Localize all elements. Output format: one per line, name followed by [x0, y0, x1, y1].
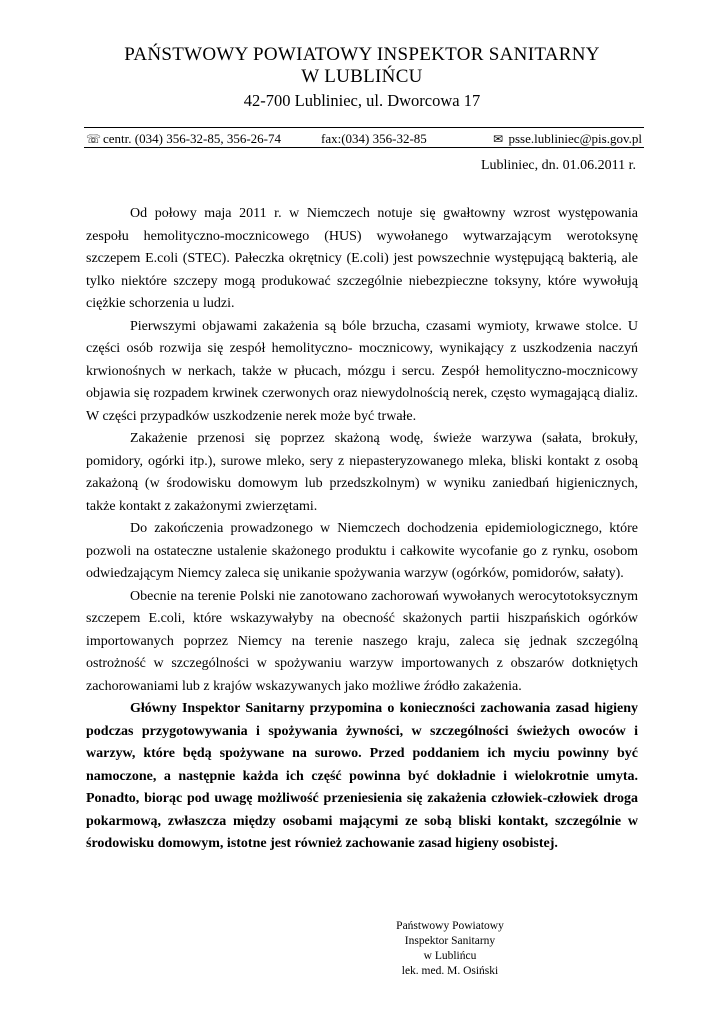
signature-line4: lek. med. M. Osiński	[401, 965, 499, 977]
contact-bottom-rule	[84, 147, 644, 148]
paragraph-4: Do zakończenia prowadzonego w Niemczech dochodzenia epidemiologicznego, które pozwoli na ostateczne ustalenie skażonego produktu i całkowite wycofanie go z rynku, osobom odwiedzającym Niemcy zaleca się unikanie spożywania warzyw (ogórków, pomidorów, sałaty).	[86, 521, 638, 581]
signature-line3: w Lublińcu	[423, 950, 477, 962]
letterhead-title-line1: PAŃSTWOWY POWIATOWY INSPEKTOR SANITARNY	[124, 44, 600, 65]
paragraph-3: Zakażenie przenosi się poprzez skażoną wodę, świeże warzywa (sałata, brokuły, pomidory, ogórki itp.), surowe mleko, sery z niepasteryzowanego mleka, bliski kontakt z osobą zakażoną (w środowisku domowym lub przedszkolnym) w wyniku zaniedbań higienicznych, także kontakt z zakażonymi zwierzętami.	[86, 431, 638, 514]
signature-line1: Państwowy Powiatowy	[396, 920, 504, 932]
contact-email-text: psse.lubliniec@pis.gov.pl	[508, 131, 642, 146]
signature-block	[350, 919, 550, 979]
envelope-icon: ✉	[493, 132, 504, 146]
letterhead-title-line2: W LUBLIŃCU	[301, 66, 423, 87]
letterhead-address: 42-700 Lubliniec, ul. Dworcowa 17	[243, 91, 481, 110]
paragraph-6-bold: Główny Inspektor Sanitarny przypomina o konieczności zachowania zasad higieny podczas przygotowywania i spożywania żywności, w szczególności świeżych owoców i warzyw, które będą spożywane na surowo. Przed poddaniem ich myciu powinny być namoczone, a następnie każda ich część powinna być dokładnie i wielokrotnie umyta. Ponadto, biorąc pod uwagę możliwość przeniesienia się zakażenia człowiek-człowiek droga pokarmową, zwłaszcza między osobami mającymi ze sobą bliski kontakt, szczególnie w środowisku domowym, istotne jest również zachowanie zasad higieny osobistej.	[86, 701, 638, 851]
document-date: Lubliniec, dn. 01.06.2011 r.	[480, 158, 636, 173]
contact-phone-text: centr. (034) 356-32-85, 356-26-74	[103, 131, 282, 146]
contact-fax: fax:(034) 356-32-85	[321, 131, 427, 146]
phone-icon: ☏	[86, 132, 102, 146]
contact-phone	[86, 131, 281, 147]
contact-email	[493, 131, 642, 147]
letterhead	[0, 44, 724, 112]
paragraph-2: Pierwszymi objawami zakażenia są bóle brzucha, czasami wymioty, krwawe stolce. U części osób rozwija się zespół hemolityczno- mocznicowy, wynikający z uszkodzenia naczyń krwionośnych w nerkach, także w płucach, mózgu i sercu. Zespół hemolityczno-mocznicowy objawia się rozpadem krwinek czerwonych oraz niewydolnością nerek, często wymagającą dializ. W części przypadków uszkodzenie nerek może być trwałe.	[86, 318, 638, 424]
paragraph-1: Od połowy maja 2011 r. w Niemczech notuje się gwałtowny wzrost występowania zespołu hemolityczno-mocznicowego (HUS) wywołanego wytwarzającym werotoksynę szczepem E.coli (STEC). Pałeczka okrętnicy (E.coli) jest powszechnie występującą bakterią, ale tylko niektóre szczepy mogą produkować szczególnie niebezpieczne toksyny, które wywołują ciężkie schorzenia u ludzi.	[86, 206, 638, 311]
contact-top-rule	[84, 127, 644, 128]
signature-line2: Inspektor Sanitarny	[404, 935, 496, 947]
letter-body	[86, 203, 638, 856]
paragraph-5: Obecnie na terenie Polski nie zanotowano zachorowań wywołanych werocytotoksycznym szczepem E.coli, które wskazywałyby na obecność skażonych partii hiszpańskich ogórków importowanych poprzez Niemcy na terenie naszego kraju, zaleca się jednak szczególną ostrożność w szczególności w spożywaniu warzyw importowanych z obszarów dotkniętych zachorowaniami lub z krajów wskazywanych jako możliwe źródło zakażenia.	[86, 588, 638, 694]
